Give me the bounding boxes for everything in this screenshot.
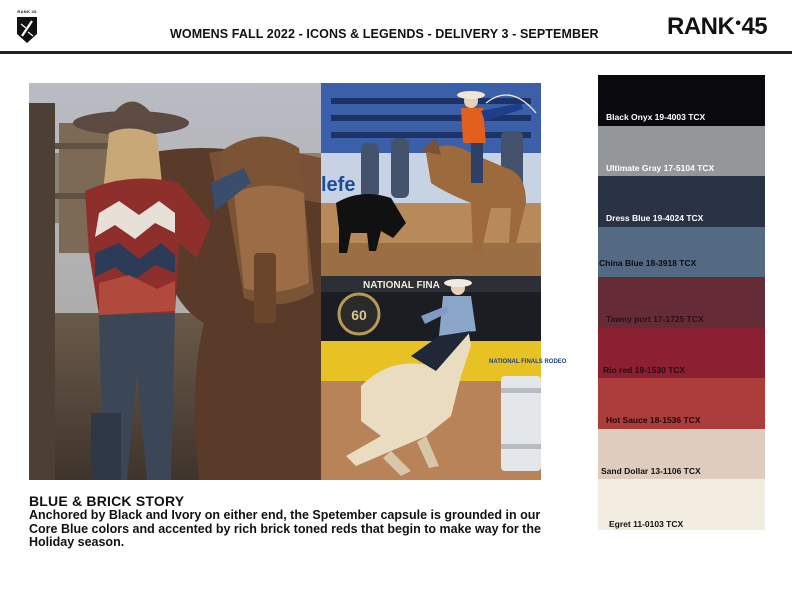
swatch-label: Hot Sauce 18-1536 TCX <box>606 415 701 425</box>
rodeo-roping-photo <box>321 83 541 276</box>
swatch-hot-sauce <box>598 378 765 429</box>
swatch-label: Egret 11-0103 TCX <box>609 519 684 529</box>
page-title: WOMENS FALL 2022 - ICONS & LEGENDS - DELIVERY 3 - SEPTEMBER <box>170 27 599 41</box>
swatch-label: Rio red 19-1530 TCX <box>603 364 686 375</box>
shield-icon <box>16 16 38 44</box>
nfr-banner: NATIONAL FINA <box>363 280 440 291</box>
story-description: Anchored by Black and Ivory on either end, the Spetember capsule is grounded in our Core Blue colors and accented by rich brick toned reds that begin to make way for the Holiday season. <box>29 508 541 549</box>
brand-wordmark <box>667 13 767 41</box>
swatch-label: Sand Dollar 13-1106 TCX <box>601 465 701 476</box>
cowgirl-saddling-horse-photo <box>29 83 321 480</box>
swatch-tawny-port <box>598 277 765 328</box>
swatch-sand-dollar <box>598 429 765 480</box>
color-palette <box>598 75 765 530</box>
brand-logo-icon <box>14 9 40 44</box>
svg-text:lefe: lefe <box>321 174 356 196</box>
swatch-ultimate-gray <box>598 126 765 177</box>
story-title: BLUE & BRICK STORY <box>29 493 185 509</box>
header-divider <box>0 51 792 54</box>
swatch-rio-red <box>598 328 765 379</box>
swatch-dress-blue <box>598 176 765 227</box>
nfr-sign: NATIONAL FINALS RODEO <box>489 359 567 365</box>
swatch-label: Tawny port 17-1725 TCX <box>606 314 704 324</box>
barrel-racing-photo <box>321 276 567 480</box>
swatch-china-blue <box>598 227 765 278</box>
swatch-egret <box>598 479 765 530</box>
anniversary-badge: 60 <box>351 307 367 323</box>
logo-caption: RANK 45 <box>17 9 37 14</box>
brand-dot: • <box>735 15 741 32</box>
swatch-label: China Blue 18-3918 TCX <box>599 257 697 268</box>
swatch-label: Black Onyx 19-4003 TCX <box>606 112 706 122</box>
brand-name-right: 45 <box>741 13 768 40</box>
swatch-label: Ultimate Gray 17-5104 TCX <box>606 162 715 173</box>
swatch-black-onyx <box>598 75 765 126</box>
swatch-label: Dress Blue 19-4024 TCX <box>606 213 704 223</box>
brand-name-left: RANK <box>667 13 735 40</box>
